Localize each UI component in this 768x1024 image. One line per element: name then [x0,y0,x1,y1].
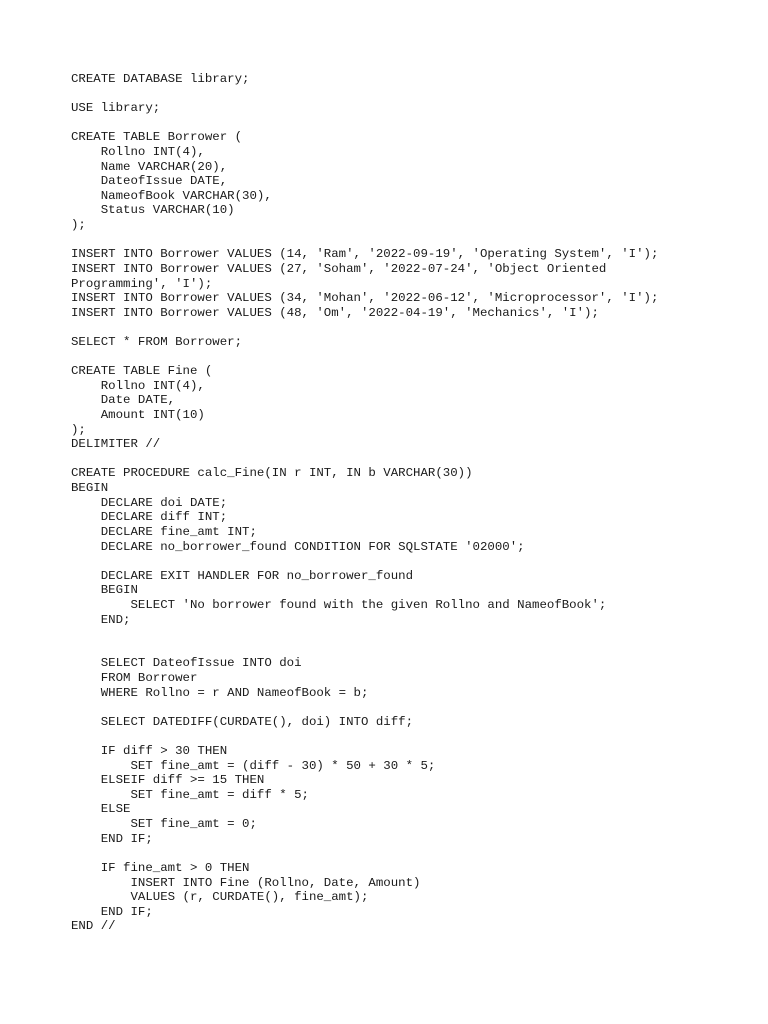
code-line: Date DATE, [71,393,176,408]
code-line: CREATE TABLE Fine ( [71,364,213,379]
code-line: WHERE Rollno = r AND NameofBook = b; [71,685,369,700]
code-line: CREATE TABLE Borrower ( [71,130,243,145]
code-line: ); [71,422,86,437]
code-line: USE library; [71,101,161,116]
code-line: SELECT 'No borrower found with the given Rollno and NameofBook'; [71,597,607,612]
code-line [71,233,751,248]
code-line [71,350,751,365]
code-line [71,729,751,744]
code-line: Name VARCHAR(20), [71,159,228,174]
code-line: Amount INT(10) [71,408,205,423]
code-line: Status VARCHAR(10) [71,203,235,218]
code-line: IF diff > 30 THEN [71,744,228,759]
code-line: IF fine_amt > 0 THEN [71,860,250,875]
code-line [71,116,751,131]
code-line: CREATE PROCEDURE calc_Fine(IN r INT, IN b VARCHAR(30)) [71,466,473,481]
code-line: Rollno INT(4), [71,145,205,160]
code-line: SET fine_amt = diff * 5; [71,787,309,802]
code-line: SET fine_amt = 0; [71,817,257,832]
code-line: ELSE [71,802,131,817]
code-line: BEGIN [71,481,109,496]
code-line [71,642,751,657]
code-line: Rollno INT(4), [71,378,205,393]
code-line: CREATE DATABASE library; [71,72,250,86]
code-line: INSERT INTO Borrower VALUES (34, 'Mohan', '2022-06-12', 'Microprocessor', 'I'); [71,291,659,306]
code-line: SELECT DateofIssue INTO doi [71,656,302,671]
code-line: ); [71,218,86,233]
code-line: END IF; [71,904,153,919]
code-line: SELECT * FROM Borrower; [71,334,243,349]
code-line: INSERT INTO Borrower VALUES (48, 'Om', '2022-04-19', 'Mechanics', 'I'); [71,305,599,320]
code-line: END // [71,919,116,934]
code-line: FROM Borrower [71,670,198,685]
code-line: Programming', 'I'); [71,276,213,291]
code-line: DateofIssue DATE, [71,174,228,189]
code-line: INSERT INTO Borrower VALUES (27, 'Soham', '2022-07-24', 'Object Oriented [71,261,607,276]
code-line: SET fine_amt = (diff - 30) * 50 + 30 * 5; [71,758,436,773]
code-line [71,452,751,467]
code-line: DECLARE no_borrower_found CONDITION FOR SQLSTATE '02000'; [71,539,525,554]
code-line: DELIMITER // [71,437,161,452]
code-line [71,846,751,861]
code-line: VALUES (r, CURDATE(), fine_amt); [71,890,369,905]
code-line: INSERT INTO Borrower VALUES (14, 'Ram', '2022-09-19', 'Operating System', 'I'); [71,247,659,262]
code-line: ELSEIF diff >= 15 THEN [71,773,265,788]
code-line: NameofBook VARCHAR(30), [71,188,272,203]
code-line [71,700,751,715]
code-line: DECLARE doi DATE; [71,495,228,510]
code-line: BEGIN [71,583,138,598]
code-line: END IF; [71,831,153,846]
code-line [71,627,751,642]
code-line [71,554,751,569]
code-line: END; [71,612,131,627]
code-line: DECLARE EXIT HANDLER FOR no_borrower_found [71,568,414,583]
code-line: DECLARE diff INT; [71,510,228,525]
sql-code-block [71,72,751,934]
code-line: SELECT DATEDIFF(CURDATE(), doi) INTO diff; [71,714,414,729]
code-line: INSERT INTO Fine (Rollno, Date, Amount) [71,875,421,890]
code-line [71,87,751,102]
code-line: DECLARE fine_amt INT; [71,524,257,539]
code-line [71,320,751,335]
